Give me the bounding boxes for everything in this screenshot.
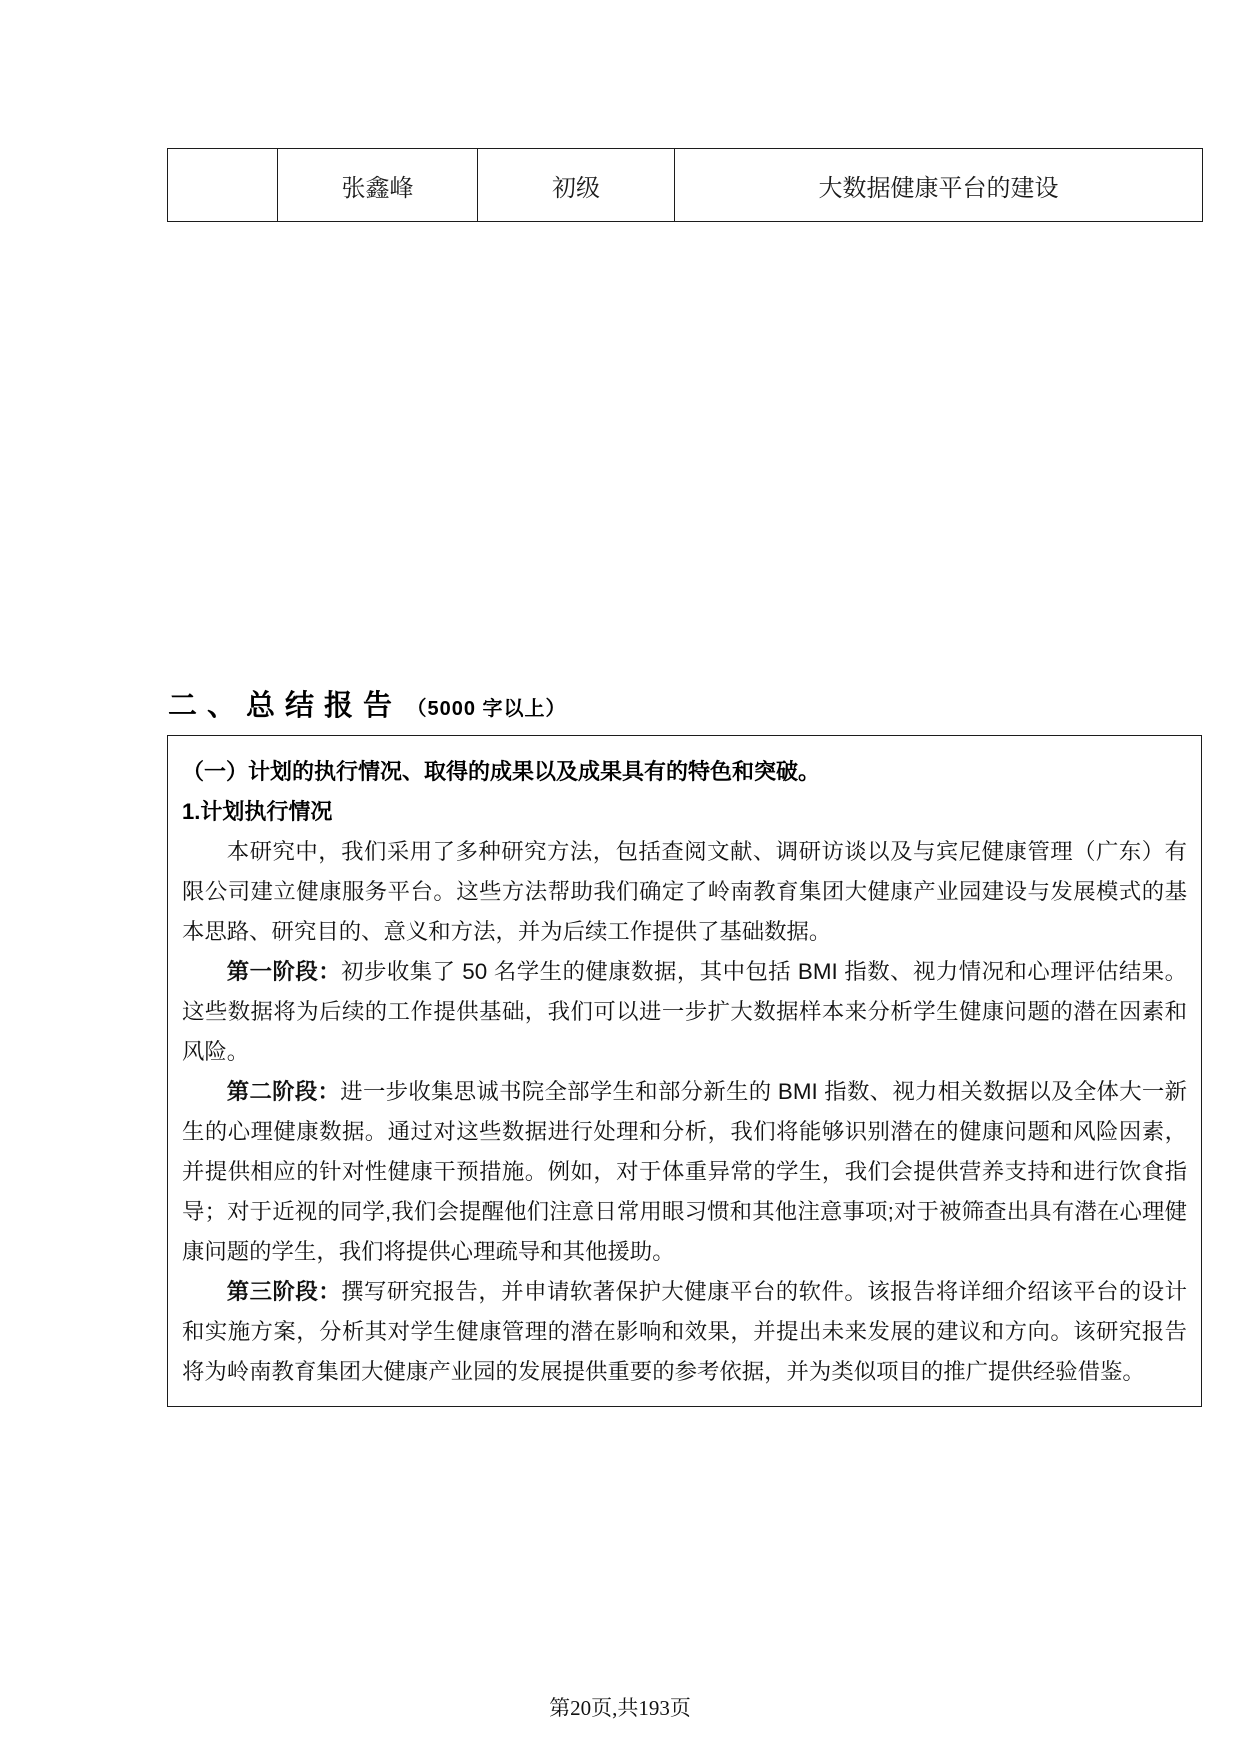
paragraph-lead: 第三阶段： <box>226 1279 342 1304</box>
page-number: 第20页,共193页 <box>549 1696 691 1720</box>
section-heading <box>168 683 567 724</box>
report-paragraph-phase3 <box>182 1272 1187 1392</box>
report-subheading: 1.计划执行情况 <box>182 799 333 824</box>
members-table <box>167 148 1203 222</box>
report-paragraph-phase1 <box>182 952 1187 1072</box>
report-box <box>167 735 1202 1407</box>
table-row <box>168 149 1203 222</box>
report-paragraph-phase2 <box>182 1072 1187 1272</box>
paragraph-text: 本研究中，我们采用了多种研究方法，包括查阅文献、调研访谈以及与宾尼健康管理（广东）有限公司建立健康服务平台。这些方法帮助我们确定了岭南教育集团大健康产业园建设与发展模式的基本思路、研究目的、意义和方法，并为后续工作提供了基础数据。 <box>182 839 1187 944</box>
table-cell-topic: 大数据健康平台的建设 <box>675 149 1203 222</box>
section-heading-requirement: （5000 字以上） <box>406 698 567 720</box>
paragraph-text: 撰写研究报告，并申请软著保护大健康平台的软件。该报告将详细介绍该平台的设计和实施方案，分析其对学生健康管理的潜在影响和效果，并提出未来发展的建议和方向。该研究报告将为岭南教育集团大健康产业园的发展提供重要的参考依据，并为类似项目的推广提供经验借鉴。 <box>182 1279 1188 1384</box>
paragraph-text: 进一步收集思诚书院全部学生和部分新生的 BMI 指数、视力相关数据以及全体大一新生的心理健康数据。通过对这些数据进行处理和分析，我们将能够识别潜在的健康问题和风险因素，并提供相应的针对性健康干预措施。例如，对于体重异常的学生，我们会提供营养支持和进行饮食指导；对于近视的同学,我们会提醒他们注意日常用眼习惯和其他注意事项;对于被筛查出具有潜在心理健康问题的学生，我们将提供心理疏导和其他援助。 <box>182 1079 1188 1264</box>
table-cell-level: 初级 <box>478 149 675 222</box>
section-heading-title: 二、总结报告 <box>168 690 403 722</box>
paragraph-text: 初步收集了 50 名学生的健康数据，其中包括 BMI 指数、视力情况和心理评估结果。这些数据将为后续的工作提供基础，我们可以进一步扩大数据样本来分析学生健康问题的潜在因素和风险。 <box>182 959 1187 1064</box>
report-section-heading: （一）计划的执行情况、取得的成果以及成果具有的特色和突破。 <box>182 759 821 784</box>
report-paragraph-overview <box>182 832 1187 952</box>
table-cell-name: 张鑫峰 <box>278 149 478 222</box>
paragraph-lead: 第一阶段： <box>226 959 342 984</box>
paragraph-lead: 第二阶段： <box>226 1079 341 1104</box>
table-cell-blank <box>168 149 278 222</box>
